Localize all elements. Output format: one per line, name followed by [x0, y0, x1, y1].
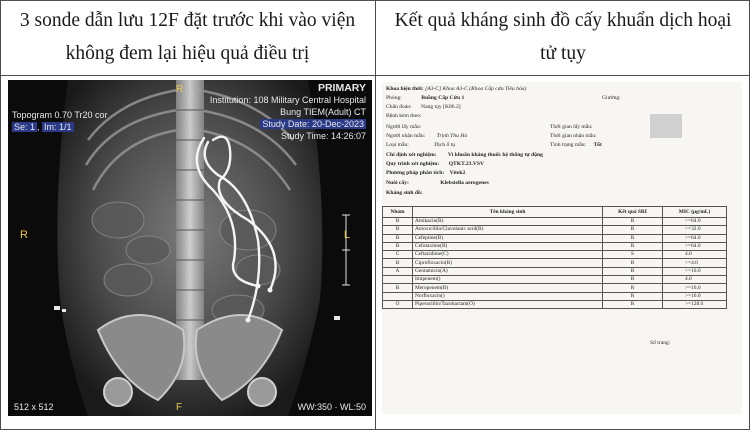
report-status: Tình trạng mẫu: Tốt [550, 142, 602, 148]
right-femoral-head [248, 378, 276, 406]
table-row [383, 234, 727, 242]
report-abg-label: Kháng sinh đồ: [386, 190, 423, 196]
antibiogram-report [382, 82, 742, 414]
table-cell-group [383, 276, 413, 284]
table-cell-group: O [383, 300, 413, 308]
table-cell-sri: R [603, 267, 663, 275]
left-caption-line1: 3 sonde dẫn lưu 12F đặt trước khi vào viện [19, 10, 356, 31]
ct-wl: WL:50 [339, 402, 366, 412]
table-cell-group: B [383, 242, 413, 250]
ct-study-date [260, 119, 366, 130]
table-cell-name: Gentamicin(A) [413, 267, 603, 275]
table-cell-group: B [383, 234, 413, 242]
ct-study-time: Study Time: 14:26:07 [280, 131, 366, 141]
table-cell-sri: R [603, 218, 663, 226]
report-collector: Người lấy mẫu: [386, 124, 422, 130]
ct-top-marker: R [176, 84, 184, 95]
table-cell-mic: >=32.0 [663, 226, 727, 234]
table-cell-mic: >=64.0 [663, 242, 727, 250]
report-bed: Giường: [602, 95, 621, 101]
report-disease: Bệnh kèm theo: [386, 113, 422, 119]
table-header-cell: Tên kháng sinh [413, 207, 603, 218]
report-dept: Khoa hiện thời: [A3-C] Khoa A3-C (Khoa Cấp cứu Tiêu hóa) [386, 86, 527, 92]
table-cell-mic: 4.0 [663, 276, 727, 284]
antibiotic-table [382, 206, 727, 309]
report-receiver: Người nhận mẫu: Trịnh Thu Hà [386, 133, 468, 139]
ct-series-label: Se: 1 [14, 122, 36, 132]
table-cell-mic: >=128.0 [663, 300, 727, 308]
table-header-cell: MIC (µg/mL) [663, 207, 727, 218]
ct-image-label: Im: 1/1 [44, 122, 72, 132]
table-cell-name: Ceftazidime(C) [413, 251, 603, 259]
table-cell-mic: >=64.0 [663, 234, 727, 242]
left-caption [4, 4, 371, 72]
table-row [383, 226, 727, 234]
ct-right-marker: R [20, 229, 28, 241]
ct-window-level: WW:350 · WL:50 [297, 402, 366, 412]
ct-study-type: Bung TIEM(Adult) CT [280, 107, 366, 117]
ct-ww: WW:350 [297, 402, 332, 412]
table-cell-name: Cefotaxime(B) [413, 242, 603, 250]
table-cell-sri: R [603, 276, 663, 284]
table-cell-mic: 4.0 [663, 251, 727, 259]
ct-series-image: Se: 1 , Im: 1/1 [14, 122, 72, 132]
report-diagnosis: Chẩn đoán: Nang tụy [K86.2] [386, 104, 461, 110]
table-cell-mic: >=4.0 [663, 259, 727, 267]
ct-left-marker: L [343, 229, 350, 241]
row-divider [0, 75, 750, 76]
table-cell-name: Piperacillin/Tazobactam(O) [413, 300, 603, 308]
right-caption-line2: tử tụy [540, 43, 586, 64]
ct-primary-label: PRIMARY [317, 82, 366, 94]
report-test: Chỉ định xét nghiệm: Vi khuẩn kháng thuốc hệ thống tự động [386, 152, 543, 158]
table-cell-group: A [383, 267, 413, 275]
table-row [383, 259, 727, 267]
table-cell-group: B [383, 284, 413, 292]
table-cell-sri: R [603, 234, 663, 242]
report-method: Phương pháp phân tích: Vitek2 [386, 170, 466, 176]
right-caption [380, 4, 746, 72]
table-cell-group: B [383, 259, 413, 267]
column-divider [375, 0, 376, 430]
table-row [383, 267, 727, 275]
table-cell-sri: R [603, 242, 663, 250]
table-row [383, 242, 727, 250]
table-cell-name: Amoxicillin/Clavulanic acid(B) [413, 226, 603, 234]
report-page-number: Số trang: [650, 340, 671, 346]
ct-study-date-label: Study Date: [262, 119, 310, 129]
table-row [383, 300, 727, 308]
left-femoral-head [104, 378, 132, 406]
table-row [383, 251, 727, 259]
table-cell-group: B [383, 218, 413, 226]
table-cell-mic: >=64.0 [663, 218, 727, 226]
table-cell-sri: R [603, 284, 663, 292]
redacted-block [650, 114, 682, 138]
table-cell-mic: >=16.0 [663, 284, 727, 292]
table-cell-name: Meropenem(B) [413, 284, 603, 292]
table-cell-sri: R [603, 292, 663, 300]
table-cell-sri: R [603, 259, 663, 267]
table-header-row [383, 207, 727, 218]
right-caption-line1: Kết quả kháng sinh đồ cấy khuẩn dịch hoại [394, 10, 732, 31]
table-row [383, 284, 727, 292]
table-header-cell: Nhóm [383, 207, 413, 218]
report-collect-time: Thời gian lấy mẫu: [550, 124, 593, 130]
table-cell-group: B [383, 226, 413, 234]
report-culture: Nuôi cấy: Klebsiella aerogenes [386, 180, 489, 186]
table-cell-name: Ciprofloxacin(B) [413, 259, 603, 267]
report-procedure: Quy trình xét nghiệm: QTKT.23.VSV [386, 161, 485, 167]
ct-matrix-size: 512 x 512 [14, 402, 54, 412]
table-cell-sri: R [603, 226, 663, 234]
table-cell-group: C [383, 251, 413, 259]
table-row [383, 276, 727, 284]
ct-study-date-value: 20-Dec-2023 [311, 119, 364, 129]
table-cell-name: Imipenem() [413, 276, 603, 284]
ct-institution: Institution: 108 Military Central Hospital [209, 95, 366, 105]
table-row [383, 292, 727, 300]
ct-topogram-label: Topogram 0.70 Tr20 cor [12, 110, 108, 120]
scale-bar [342, 215, 350, 285]
ct-foot-marker: F [176, 402, 183, 413]
table-cell-group [383, 292, 413, 300]
table-header-cell: Kết quả SRI [603, 207, 663, 218]
table-body [383, 218, 727, 309]
table-cell-sri: R [603, 300, 663, 308]
report-receive-time: Thời gian nhận mẫu: [550, 133, 597, 139]
table-cell-name: Cefepime(B) [413, 234, 603, 242]
table-cell-name: Norfloxacin() [413, 292, 603, 300]
table-cell-sri: S [603, 251, 663, 259]
table-cell-mic: >=16.0 [663, 267, 727, 275]
table-row [383, 218, 727, 226]
table-cell-name: Amikacin(B) [413, 218, 603, 226]
ct-topogram-image [8, 80, 372, 416]
table-cell-mic: >=16.0 [663, 292, 727, 300]
left-caption-line2: không đem lại hiệu quả điều trị [65, 43, 310, 64]
report-room: Phòng: Buồng Cấp Cứu 1 [386, 95, 465, 101]
report-sample: Loại mẫu: Dịch ổ tụ [386, 142, 456, 148]
